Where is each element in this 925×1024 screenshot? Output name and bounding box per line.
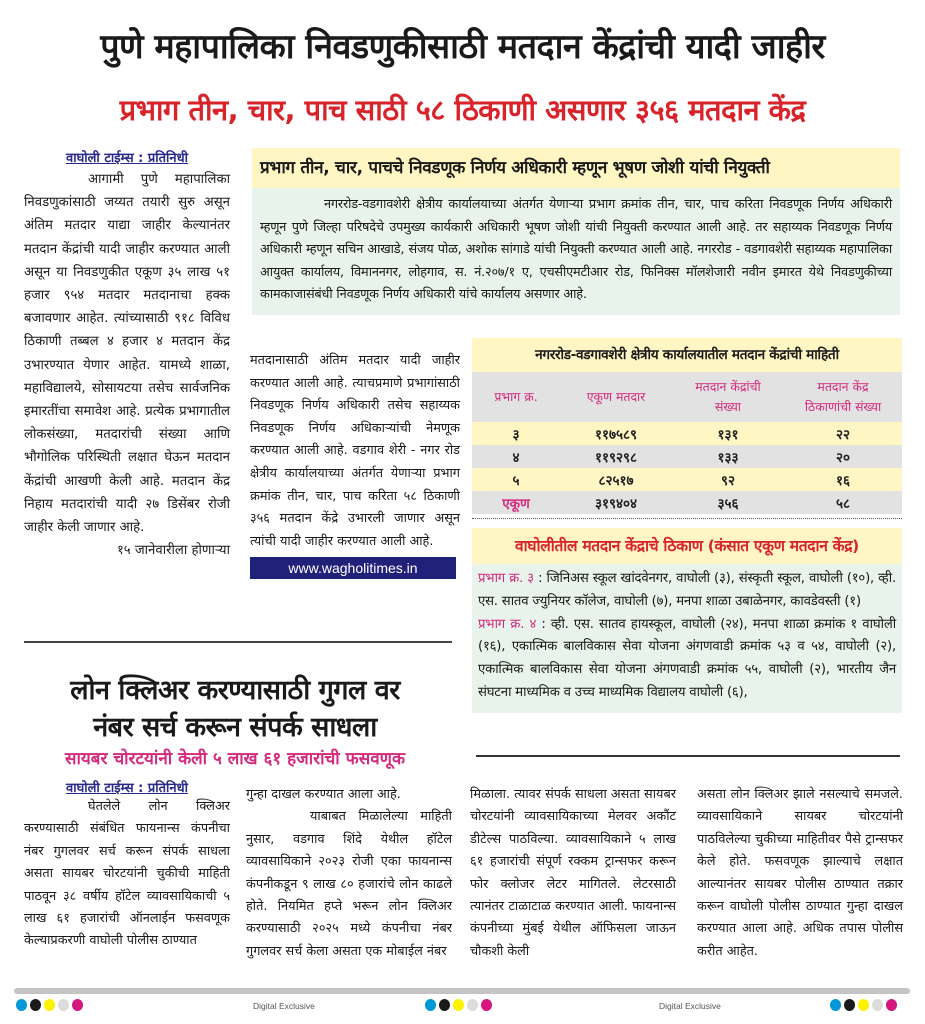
appointment-body: नगररोड-वडगावशेरी क्षेत्रीय कार्यालयाच्या अंतर्गत येणाऱ्या प्रभाग क्रमांक तीन, चार, पाच करिता निवडणूक निर्णय अधिकारी म्हणून पुणे जिल्हा परिषदेचे उपमुख्य कार्यकारी अधिकारी भूषण जोशी यांची नियुक्ती करण्यात आली आहे. तर सहाय्यक निवडणूक निर्णय अधिकारी म्हणून सचिन आखाडे, संजय पोळ, अशोक सांगाडे यांची नियुक्ती करण्यात आली आहे. नगररोड - वडगावशेरी सहाय्यक महापालिका आयुक्त कार्यालय, विमाननगर, लोहगाव, स. नं.२०७/१ ए, एचसीएमटीआर रोड, फिनिक्स मॉलशेजारी नवीन इमारत येथे निवडणुकीच्या कामकाजासंबंधी निवडणूक निर्णय अधिकारी यांचे कार्यालय असणार आहे. bbox=[252, 188, 900, 315]
story2-subhead: सायबर चोरटयांनी केली ५ लाख ६१ हजारांची फसवणूक bbox=[65, 749, 405, 769]
table-row bbox=[472, 422, 902, 445]
story2-col3-text: मिळाला. त्यावर संपर्क साधला असता सायबर चोरटयांनी व्यावसायिकाच्या मेलवर अकौंट डीटेल्स पाठविल्या. व्यावसायिकाने ५ लाख ६१ हजारांची संपूर्ण रक्कम ट्रान्सफर करून फोर क्लोजर लेटर मागितले. लेटरसाठी त्यानंतर टाळाटाळ करण्यात आली. फायनान्स कंपनीच्या मुंबई येथील ऑफिसला जाऊन चौकशी केली bbox=[470, 787, 676, 959]
story2-byline: वाघोली टाईम्स : प्रतिनिधी bbox=[65, 781, 189, 796]
story1-column-2 bbox=[250, 350, 460, 579]
cell-centers: १३१ bbox=[672, 422, 784, 445]
bottom-rule bbox=[14, 988, 910, 994]
cell-voters: ८२५१७ bbox=[560, 468, 672, 491]
registration-dot-black bbox=[439, 999, 450, 1011]
story2-column-4 bbox=[697, 784, 903, 963]
story2-col2-text: याबाबत मिळालेल्या माहिती नुसार, वडगाव शिंदे येथील हॉटेल व्यावसायिकाने २०२३ रोजी एका फायनान्स कंपनीकडून ९ लाख ८० हजारांचे लोन काढले होते. नियमित हप्ते भरून लोन क्लिअर करण्यासाठी २०२५ मध्ये कंपनीचा नंबर गुगलवर सर्च केला असता एक मोबाईल नंबर bbox=[246, 809, 452, 959]
cell-voters: ११७५८९ bbox=[560, 422, 672, 445]
registration-dot-black bbox=[30, 999, 41, 1011]
registration-dot-black bbox=[844, 999, 855, 1011]
story2-col4-text: असता लोन क्लिअर झाले नसल्याचे समजले. व्यावसायिकाने सायबर चोरटयांनी पाठविलेल्या चुकीच्या माहितीवर पैसे ट्रान्सफर केले होते. फसवणूक झाल्याचे लक्षात आल्यानंतर सायबर पोलीस ठाण्यात तक्रार करून वाघोली पोलीस ठाण्यात गुन्हा दाखल करण्यात आला आहे. अधिक तपास पोलीस करीत आहेत. bbox=[697, 787, 903, 959]
header-center-count bbox=[672, 372, 784, 422]
appointment-title: प्रभाग तीन, चार, पाचचे निवडणूक निर्णय अधिकारी म्हणून भूषण जोशी यांची नियुक्ती bbox=[252, 148, 900, 188]
locations-body bbox=[472, 564, 902, 713]
story2-column-3 bbox=[470, 784, 676, 963]
header-total-voters: एकूण मतदार bbox=[560, 372, 672, 422]
story2-col2-first: गुन्हा दाखल करण्यात आला आहे. bbox=[246, 787, 401, 802]
registration-marks-right bbox=[830, 999, 897, 1011]
cell-ward: ५ bbox=[472, 468, 560, 491]
story1-column-1 bbox=[24, 148, 230, 562]
polling-centers-table bbox=[472, 372, 902, 514]
registration-dot-yellow bbox=[44, 999, 55, 1011]
ward3-label: प्रभाग क्र. ३ bbox=[478, 571, 534, 586]
story1-col1-text: आगामी पुणे महापालिका निवडणुकांसाठी जय्यत तयारी सुरु असून अंतिम मतदार याद्या जाहीर केल्यानंतर मतदान केंद्रांची यादी जाहीर करण्यात आली असून या निवडणुकीत एकूण ३५ लाख ५१ हजार ९५४ मतदार मतदानाचा हक्क बजावणार आहेत. त्यांच्यासाठी ९१८ विविध ठिकाणी तब्बल ४ हजार ४ मतदान केंद्र उभारण्यात येणार आहेत. यामध्ये शाळा, महाविद्यालये, सोसायटया तसेच सार्वजनिक इमारतींचा समावेश आहे. प्रत्येक प्रभागातील लोकसंख्या, मतदारांची संख्या आणि भौगोलिक परिस्थिती लक्षात घेऊन मतदान केंद्रांची आखणी केली आहे. मतदान केंद्र निहाय मतदारांची यादी २७ डिसेंबर रोजी जाहीर केली जाणार आहे. bbox=[24, 172, 230, 536]
main-headline: पुणे महापालिका निवडणुकीसाठी मतदान केंद्रांची यादी जाहीर bbox=[100, 27, 825, 67]
ward3-text: : जिनिअस स्कूल खांदवेनगर, वाघोली (३), संस्कृती स्कूल, वाघोली (१०), व्ही. एस. सातव ज्युनियर कॉलेज, वाघोली (७), मनपा शाळा उबाळेनगर, कावडेवस्ती (१) bbox=[478, 571, 896, 609]
header-ward: प्रभाग क्र. bbox=[472, 372, 560, 422]
registration-dot-cyan bbox=[16, 999, 27, 1011]
registration-dot-yellow bbox=[453, 999, 464, 1011]
website-link[interactable]: www.wagholitimes.in bbox=[250, 557, 456, 579]
header-location-count bbox=[784, 372, 902, 422]
cell-ward: ३ bbox=[472, 422, 560, 445]
cell-total-centers: ३५६ bbox=[672, 491, 784, 514]
registration-dot-magenta bbox=[72, 999, 83, 1011]
ward4-text: : व्ही. एस. सातव हायस्कूल, वाघोली (२४), मनपा शाळा क्रमांक १ वाघोली (१६), एकात्मिक बालविकास सेवा योजना अंगणवाडी क्रमांक ५३ व ५४, वाघोली (२), एकात्मिक बालविकास सेवा योजना अंगणवाडी क्रमांक ५५, वाघोली (२), भारतीय जैन संघटना माध्यमिक व उच्च माध्यमिक विद्यालय वाघोली (६), bbox=[478, 616, 897, 700]
story1-col2-text: मतदानासाठी अंतिम मतदार यादी जाहीर करण्यात आली आहे. त्याचप्रमाणे प्रभागांसाठी निवडणूक निर्णय अधिकारी तसेच सहाय्यक निवडणूक निर्णय अधिकाऱ्यांची नेमणूक करण्यात आली आहे. वडगाव शेरी - नगर रोड क्षेत्रीय कार्यालयाच्या अंतर्गत येणाऱ्या प्रभाग क्रमांक तीन, चार, पाच करिता ५८ ठिकाणी ३५६ मतदान केंद्रे उभारली जाणार असून त्यांची यादी जाहीर करण्यात आली आहे. bbox=[250, 353, 460, 549]
registration-marks-center bbox=[425, 999, 492, 1011]
story2-headline-line2: नंबर सर्च करून संपर्क साधला bbox=[93, 712, 377, 743]
cell-centers: ९२ bbox=[672, 468, 784, 491]
story2-col1-text: घेतलेले लोन क्लिअर करण्यासाठी संबंधित फायनान्स कंपनीचा नंबर गुगलवर सर्च करून संपर्क साधला असता सायबर चोरटयांनी चुकीची माहिती पाठवून ३८ वर्षीय हॉटेल व्यावसायिकाची ५ लाख ६१ हजारांची ऑनलाईन फसवणूक केल्याप्रकरणी वाघोली पोलीस ठाण्यात bbox=[24, 799, 230, 949]
cell-ward: ४ bbox=[472, 445, 560, 468]
registration-dot-yellow bbox=[858, 999, 869, 1011]
cell-total-locations: ५८ bbox=[784, 491, 902, 514]
registration-dot-magenta bbox=[481, 999, 492, 1011]
story2-headline bbox=[0, 672, 470, 746]
digital-exclusive-label: Digital Exclusive bbox=[253, 1001, 315, 1011]
story1-col1-tail: १५ जानेवारीला होणाऱ्या bbox=[116, 543, 230, 559]
table-row bbox=[472, 468, 902, 491]
section-divider-right bbox=[476, 755, 900, 757]
registration-dot-grey bbox=[872, 999, 883, 1011]
registration-marks-left bbox=[16, 999, 83, 1011]
table-title: नगररोड-वडगावशेरी क्षेत्रीय कार्यालयातील मतदान केंद्रांची माहिती bbox=[472, 338, 902, 372]
registration-dot-grey bbox=[467, 999, 478, 1011]
story1-byline: वाघोली टाईम्स : प्रतिनिधी bbox=[65, 151, 189, 166]
cell-locations: २२ bbox=[784, 422, 902, 445]
cell-voters: ११९२९८ bbox=[560, 445, 672, 468]
header-center-count-text: मतदान केंद्रांची संख्या bbox=[695, 379, 761, 414]
section-divider-left bbox=[24, 641, 452, 643]
registration-dot-cyan bbox=[830, 999, 841, 1011]
locations-box bbox=[472, 528, 902, 713]
locations-title: वाघोलीतील मतदान केंद्राचे ठिकाण (कंसात एकूण मतदान केंद्र) bbox=[472, 528, 902, 564]
registration-dot-grey bbox=[58, 999, 69, 1011]
ward4-label: प्रभाग क्र. ४ bbox=[478, 616, 537, 632]
registration-dot-magenta bbox=[886, 999, 897, 1011]
table-row bbox=[472, 445, 902, 468]
polling-centers-table-box bbox=[472, 338, 902, 514]
cell-centers: १३३ bbox=[672, 445, 784, 468]
appointment-box bbox=[252, 148, 900, 315]
dotted-divider bbox=[472, 518, 902, 519]
header-location-count-text: मतदान केंद्र ठिकाणांची संख्या bbox=[804, 379, 882, 414]
table-header-row bbox=[472, 372, 902, 422]
cell-total-label: एकूण bbox=[472, 491, 560, 514]
digital-exclusive-label: Digital Exclusive bbox=[659, 1001, 721, 1011]
story2-column-2 bbox=[246, 784, 452, 963]
table-total-row bbox=[472, 491, 902, 514]
story2-column-1 bbox=[24, 778, 230, 953]
registration-dot-cyan bbox=[425, 999, 436, 1011]
sub-headline: प्रभाग तीन, चार, पाच साठी ५८ ठिकाणी असणार ३५६ मतदान केंद्र bbox=[119, 93, 806, 127]
cell-locations: २० bbox=[784, 445, 902, 468]
cell-locations: १६ bbox=[784, 468, 902, 491]
cell-total-voters: ३१९४०४ bbox=[560, 491, 672, 514]
story2-headline-line1: लोन क्लिअर करण्यासाठी गुगल वर bbox=[70, 675, 400, 706]
